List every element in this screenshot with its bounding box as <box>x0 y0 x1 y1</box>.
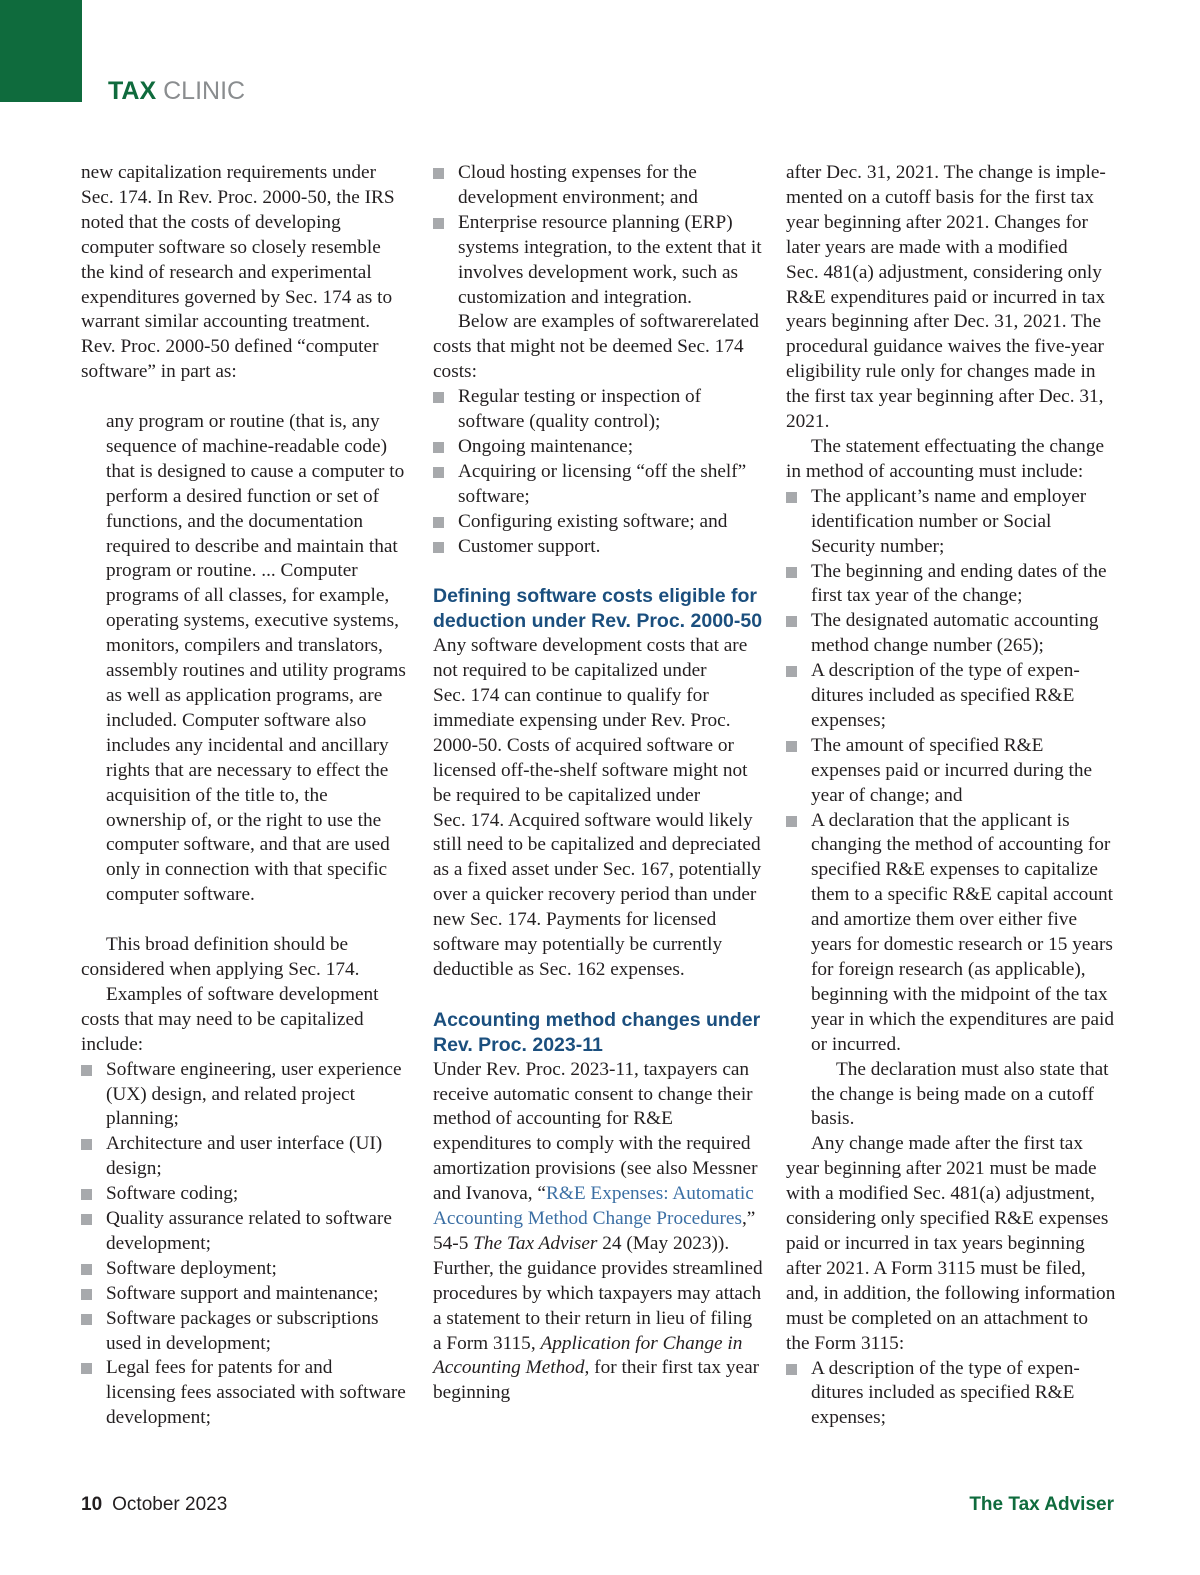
list-item <box>81 1356 406 1431</box>
column-3 <box>786 161 1116 1431</box>
section-label-bold: TAX <box>108 77 157 105</box>
square-bullet-icon <box>786 616 797 627</box>
list-item <box>433 435 765 460</box>
paragraph: Examples of software development costs that may need to be capitalized include: <box>81 983 379 1055</box>
header-accent-block <box>0 0 82 102</box>
text-run: Under Rev. Proc. 2023‑11, taxpayers can receive automatic consent to change their method of accounting for R&E expenditures to comply with the required amortization provisions (see also Messner and Ivanova, “ <box>433 1058 758 1205</box>
bullet-list <box>786 1357 1116 1432</box>
square-bullet-icon <box>81 1189 92 1200</box>
paragraph: Below are examples of softwarerelated costs that might not be deemed Sec. 174 costs: <box>433 311 759 383</box>
list-item-text: Regular testing or inspection of software (quality control); <box>458 386 702 433</box>
list-item-text: Cloud hosting expenses for the development environment; and <box>458 162 698 208</box>
square-bullet-icon <box>433 168 444 179</box>
list-item-text: Configuring existing software; and <box>458 510 728 532</box>
square-bullet-icon <box>433 517 444 528</box>
list-item-text: Quality assurance related to software development; <box>106 1208 392 1254</box>
square-bullet-icon <box>786 567 797 578</box>
paragraph: This broad definition should be considered when applying Sec. 174. <box>81 934 360 980</box>
list-item <box>81 1058 406 1133</box>
list-continuation: The declaration must also state that the change is being made on a cutoff basis. <box>811 1058 1109 1130</box>
text-run: 24 (May 2023)). Further, the guidance provides streamlined procedures by which taxpayers may attach a statement to their return in lieu of filing a Form 3115, <box>433 1232 763 1354</box>
list-item-text: The amount of specified R&E expenses paid or incurred during the year of change; and <box>811 734 1093 806</box>
square-bullet-icon <box>81 1065 92 1076</box>
section-label <box>108 76 245 106</box>
paragraph: new capitalization requirements under Sec. 174. In Rev. Proc. 2000‑50, the IRS noted that the costs of developing computer software so closely resemble the kind of research and experimental expenditures governed by Sec. 174 as to warrant similar accounting treatment. Rev. Proc. 2000‑50 defined “computer software” in part as: <box>81 162 395 383</box>
square-bullet-icon <box>433 392 444 403</box>
square-bullet-icon <box>433 442 444 453</box>
list-item <box>786 560 1116 610</box>
square-bullet-icon <box>786 666 797 677</box>
list-item <box>81 1307 406 1357</box>
list-item-text: Acquiring or licensing “off the shelf” software; <box>458 460 747 507</box>
list-item <box>81 1282 406 1307</box>
list-item <box>786 609 1116 659</box>
list-item <box>81 1257 406 1282</box>
square-bullet-icon <box>81 1363 92 1374</box>
list-item-text: Legal fees for patents for and licensing fees associated with software development; <box>106 1357 406 1429</box>
list-item <box>786 809 1116 1058</box>
footer-page-info <box>81 1493 227 1517</box>
square-bullet-icon <box>81 1139 92 1150</box>
list-item <box>433 510 765 535</box>
column-2 <box>433 161 765 1406</box>
paragraph: The statement effectuating the change in method of accounting must include: <box>786 435 1105 482</box>
article-link[interactable]: R&E Expenses: Automatic Accounting Method Change Procedures <box>433 1183 754 1230</box>
list-item-text: The designated automatic accounting method change number (265); <box>811 610 1099 657</box>
list-item-text: Ongoing maintenance; <box>458 435 634 457</box>
list-item <box>81 1182 406 1207</box>
list-item <box>786 485 1116 560</box>
list-item <box>81 1132 406 1182</box>
list-item-text: A description of the type of expenditures included as specified R&E expenses; <box>811 660 1080 731</box>
list-item-text: Architecture and user interface (UI) design; <box>106 1133 383 1180</box>
square-bullet-icon <box>786 816 797 827</box>
square-bullet-icon <box>786 1364 797 1375</box>
list-item-text: Software deployment; <box>106 1257 277 1279</box>
list-item <box>81 1207 406 1257</box>
page-number: 10 <box>81 1494 103 1515</box>
list-item <box>433 161 765 211</box>
square-bullet-icon <box>433 218 444 229</box>
list-item-text: Software packages or subscriptions used in development; <box>106 1307 379 1354</box>
paragraph: after Dec. 31, 2021. The change is implemented on a cutoff basis for the first tax year beginning after 2021. Changes for later years are made with a modified Sec. 481(a) adjustment, considering only R&E expenditures paid or incurred in tax years beginning after Dec. 31, 2021. The procedural guidance waives the five-year eligibility rule only for changes made in the first tax year beginning after Dec. 31, 2021. <box>786 162 1106 433</box>
square-bullet-icon <box>81 1264 92 1275</box>
list-item-text: A declaration that the applicant is changing the method of accounting for specified R&E expenses to capitalize them to a specific R&E capital account and amortize them over either five years for domestic research or 15 years for foreign research (as applicable), beginning with the midpoint of the tax year in which the expenditures are paid or incurred. <box>811 809 1115 1055</box>
bullet-list <box>81 1058 406 1432</box>
square-bullet-icon <box>81 1214 92 1225</box>
list-item-text: Software support and maintenance; <box>106 1282 379 1304</box>
block-quote: any program or routine (that is, any sequence of machine-readable code) that is designed to cause a computer to perform a desired function or set of functions, and the documentation required to describe and maintain that program or routine. ... Computer programs of all classes, for example, operating systems, executive systems, monitors, compilers and translators, assembly routines and utility programs as well as application programs, are included. Computer software also includes any incidental and ancillary rights that are necessary to effect the acquisition of the title to, the ownership of, or the right to use the computer software, and that are used only in connection with that specific computer software. <box>106 411 406 906</box>
square-bullet-icon <box>786 492 797 503</box>
list-item <box>433 460 765 510</box>
section-label-light: CLINIC <box>163 77 246 105</box>
issue-date: October 2023 <box>112 1494 228 1515</box>
list-item-text: A description of the type of expenditures included as specified R&E expenses; <box>811 1357 1080 1429</box>
section-heading: Accounting method changes under Rev. Proc. 2023-11 <box>433 1008 761 1056</box>
list-item <box>433 211 765 311</box>
paragraph: Any software development costs that are not required to be capitalized under Sec. 174 can continue to qualify for immediate expensing under Rev. Proc. 2000‑50. Costs of acquired software or licensed off‑the‑shelf software might not be required to be capitalized under Sec. 174. Acquired software would likely still need to be capitalized and depreciated as a fixed asset under Sec. 167, potentially over a quicker recovery period than under new Sec. 174. Payments for licensed software may potentially be currently deductible as Sec. 162 expenses. <box>433 635 762 980</box>
list-item <box>786 734 1116 809</box>
bullet-list <box>433 161 765 310</box>
list-item-text: Software engineering, user experience (UX) design, and related project planning; <box>106 1058 402 1130</box>
publication-name: The Tax Adviser <box>969 1494 1114 1515</box>
paragraph <box>433 1058 765 1407</box>
list-item <box>786 659 1116 734</box>
text-run: , for their first tax year beginning <box>433 1357 760 1404</box>
list-item-text: Enterprise resource planning (ERP) systems integration, to the extent that it involves development work, such as customization and integration. <box>458 211 762 308</box>
square-bullet-icon <box>786 741 797 752</box>
bullet-list <box>433 385 765 559</box>
list-item-text: The beginning and ending dates of the first tax year of the change; <box>811 560 1107 607</box>
form-title: Application for Change in Accounting Method <box>433 1332 743 1379</box>
bullet-list <box>786 485 1116 1058</box>
column-1 <box>81 161 406 1431</box>
square-bullet-icon <box>433 542 444 553</box>
list-item <box>433 535 765 560</box>
list-item <box>433 385 765 435</box>
square-bullet-icon <box>81 1314 92 1325</box>
square-bullet-icon <box>81 1289 92 1300</box>
list-item-text: Customer support. <box>458 535 601 557</box>
list-item-text: The applicant’s name and employer identification number or Social Security number; <box>811 485 1087 557</box>
list-item <box>786 1357 1116 1432</box>
square-bullet-icon <box>433 467 444 478</box>
list-item-text: Software coding; <box>106 1183 239 1205</box>
journal-title: The Tax Adviser <box>473 1232 598 1254</box>
text-run: ,” 54‑5 <box>433 1208 756 1254</box>
paragraph: Any change made after the first tax year beginning after 2021 must be made with a modified Sec. 481(a) adjustment, considering only specified R&E expenses paid or incurred in tax years beginning after 2021. A Form 3115 must be filed, and, in addition, the following information must be completed on an attachment to the Form 3115: <box>786 1133 1116 1354</box>
section-heading: Defining software costs eligible for deduction under Rev. Proc. 2000-50 <box>433 585 763 633</box>
